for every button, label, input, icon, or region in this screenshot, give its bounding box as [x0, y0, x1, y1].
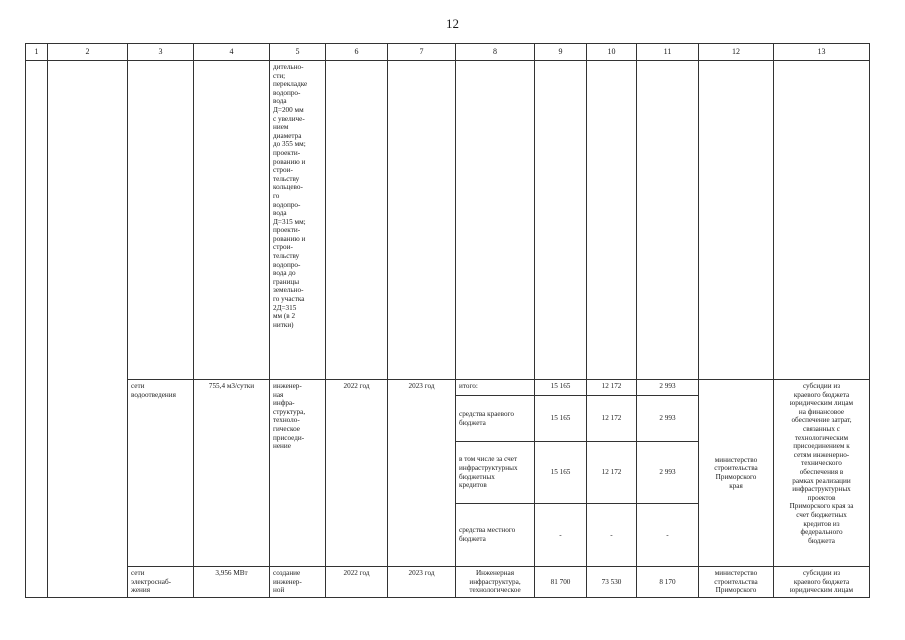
financing-source-cell: средства местного бюджета: [456, 504, 535, 567]
data-table: [25, 43, 870, 598]
start-year-cell: 2022 год: [326, 380, 388, 567]
table-cell: [699, 61, 774, 380]
column-header: 5: [270, 44, 326, 61]
table-cell: [194, 61, 270, 380]
table-row: [26, 380, 870, 396]
table-cell: [587, 61, 637, 380]
funding-mechanism-cell: субсидии из краевого бюджета юридическим лицам: [774, 567, 870, 598]
capacity-cell: 755,4 м3/сутки: [194, 380, 270, 567]
amount-cell: 8 170: [637, 567, 699, 598]
amount-cell: 15 165: [535, 380, 587, 396]
amount-cell: 81 700: [535, 567, 587, 598]
table-row: [26, 567, 870, 598]
amount-cell: 12 172: [587, 380, 637, 396]
table-cell: [774, 61, 870, 380]
funding-mechanism-cell: субсидии из краевого бюджета юридическим лицам на финансовое обеспечение затрат, связанных с технологическим присоединением к сетям инженерно- технического обеспечения в рамках реализации инфраструктурных проектов Приморского края за счет бюджетных кредитов из федерального бюджета: [774, 380, 870, 567]
row-number-cell: [26, 61, 48, 598]
financing-source-cell: Инженерная инфраструктура, технологическое: [456, 567, 535, 598]
amount-cell: 2 993: [637, 396, 699, 442]
column-header-row: [26, 44, 870, 61]
responsible-body-cell: министерство строительства Приморского края: [699, 380, 774, 567]
table-cell: [388, 61, 456, 380]
object-cell: [48, 61, 128, 598]
amount-cell: -: [587, 504, 637, 567]
page-number: 12: [446, 16, 459, 31]
amount-cell: -: [535, 504, 587, 567]
column-header: 6: [326, 44, 388, 61]
responsible-body-cell: министерство строительства Приморского: [699, 567, 774, 598]
column-header: 2: [48, 44, 128, 61]
column-header: 13: [774, 44, 870, 61]
work-description-cell: инженер- ная инфра- структура, техноло- гическое присоеди- нение: [270, 380, 326, 567]
network-type-cell: сети электроснаб- жения: [128, 567, 194, 598]
amount-cell: 15 165: [535, 442, 587, 504]
column-header: 11: [637, 44, 699, 61]
table-cell: [128, 61, 194, 380]
amount-cell: 73 530: [587, 567, 637, 598]
column-header: 4: [194, 44, 270, 61]
column-header: 9: [535, 44, 587, 61]
work-description-cell: создание инженер- ной: [270, 567, 326, 598]
table-cell: [456, 61, 535, 380]
column-header: 7: [388, 44, 456, 61]
amount-cell: 2 993: [637, 380, 699, 396]
financing-source-cell: средства краевого бюджета: [456, 396, 535, 442]
table-cell: [535, 61, 587, 380]
financing-source-cell: итого:: [456, 380, 535, 396]
work-description-cell: дительно- сти; перекладке водопро- вода Д=200 мм с увеличе- нием диаметра до 355 мм; проекти- рованию и строи- тельству кольцево- го водопро- вода Д=315 мм; проекти- рованию и строи- тельству водопро- вода до границы земельно- го участка 2Д=315 мм (в 2 нитки): [270, 61, 326, 380]
column-header: 8: [456, 44, 535, 61]
amount-cell: 12 172: [587, 396, 637, 442]
table-cell: [326, 61, 388, 380]
financing-source-cell: в том числе за счет инфраструктурных бюджетных кредитов: [456, 442, 535, 504]
amount-cell: -: [637, 504, 699, 567]
start-year-cell: 2022 год: [326, 567, 388, 598]
capacity-cell: 3,956 МВт: [194, 567, 270, 598]
end-year-cell: 2023 год: [388, 380, 456, 567]
column-header: 1: [26, 44, 48, 61]
table-row: [26, 61, 870, 380]
end-year-cell: 2023 год: [388, 567, 456, 598]
amount-cell: 15 165: [535, 396, 587, 442]
table-cell: [637, 61, 699, 380]
column-header: 10: [587, 44, 637, 61]
amount-cell: 2 993: [637, 442, 699, 504]
column-header: 3: [128, 44, 194, 61]
network-type-cell: сети водоотведения: [128, 380, 194, 567]
amount-cell: 12 172: [587, 442, 637, 504]
column-header: 12: [699, 44, 774, 61]
